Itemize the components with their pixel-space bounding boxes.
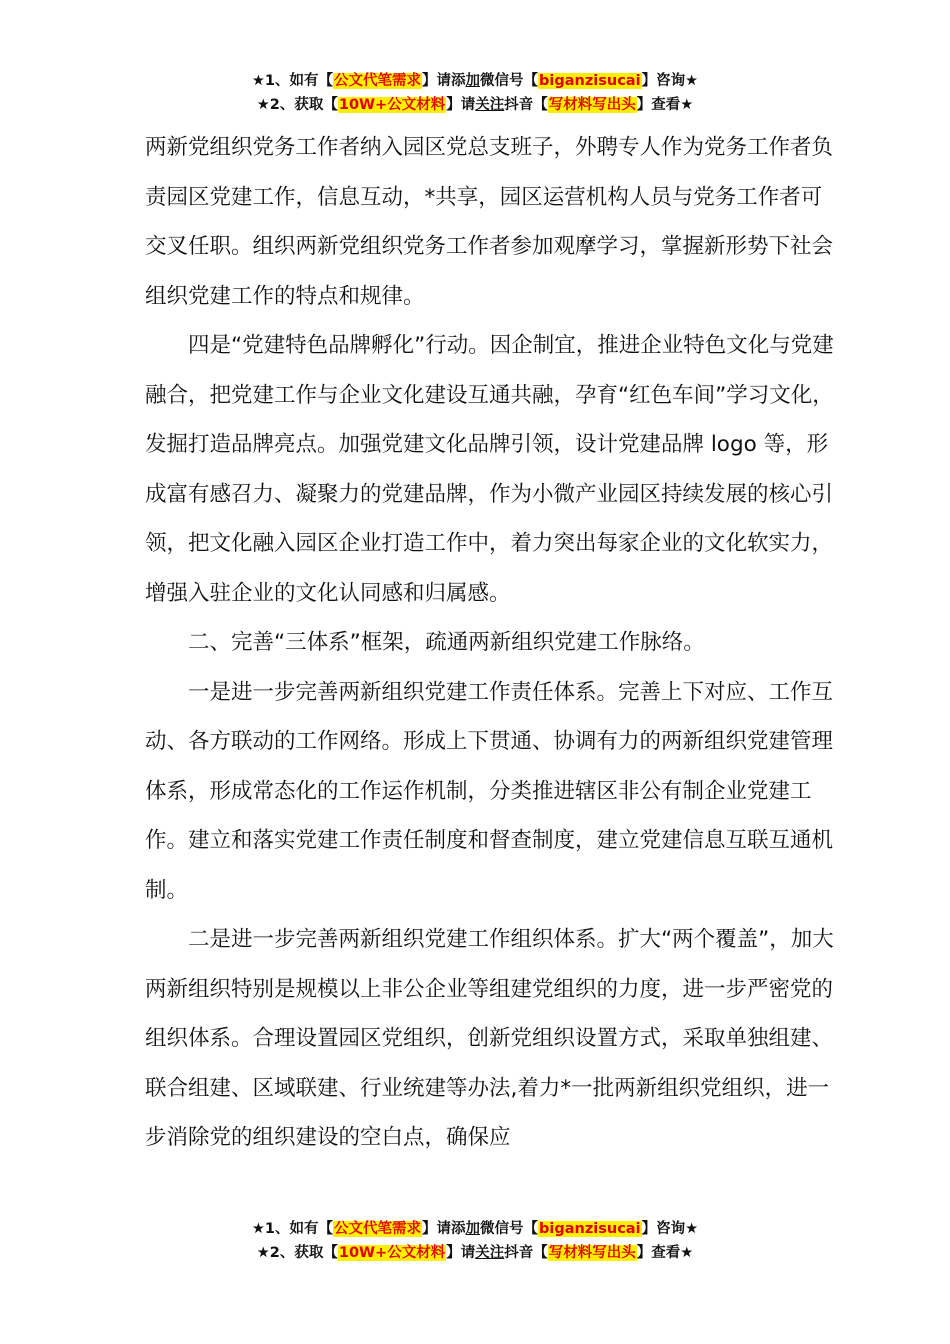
banner-text: 】请添: [422, 1221, 466, 1237]
banner-text: ★2、获取【: [256, 97, 338, 113]
highlight-wechat-id: biganzisucai: [539, 1221, 641, 1237]
footer-banner: [0, 1218, 950, 1266]
section-heading: 二、完善“三体系”框架，疏通两新组织党建工作脉络。: [188, 630, 705, 655]
highlight-douyin-account: 写材料写出头: [548, 97, 636, 113]
highlight-materials: 10W+公文材料: [338, 97, 446, 113]
banner-text: 】查看★: [636, 1245, 694, 1261]
banner-emphasis: 加: [465, 73, 481, 89]
banner-line-2: [0, 94, 950, 118]
banner-line-1: [0, 70, 950, 94]
paragraph-organization-system: 二是进一步完善两新组织党建工作组织体系。扩大“两个覆盖”，加大两新组织特别是规模以上非公企业等组建党组织的力度，进一步严密党的组织体系。合理设置园区党组织，创新党组织设置方式，采取单独组建、联合组建、区域联建、行业统建等办法,着力*一批两新组织党组织，进一步消除党的组织建设的空白点，确保应: [145, 927, 834, 1150]
banner-text: 】请: [446, 97, 476, 113]
highlight-douyin-account: 写材料写出头: [548, 1245, 636, 1261]
highlight-materials: 10W+公文材料: [338, 1245, 446, 1261]
paragraph-responsibility-system: 一是进一步完善两新组织党建工作责任体系。完善上下对应、工作互动、各方联动的工作网络。形成上下贯通、协调有力的两新组织党建管理体系，形成常态化的工作运作机制，分类推进辖区非公有制企业党建工作。建立和落实党建工作责任制度和督查制度，建立党建信息互联互通机制。: [145, 679, 834, 903]
banner-text: 】咨询★: [641, 73, 699, 89]
banner-text: 抖音【: [504, 1245, 548, 1261]
banner-emphasis: 加: [465, 1221, 481, 1237]
banner-text: 】咨询★: [641, 1221, 699, 1237]
header-banner: [0, 70, 950, 118]
banner-line-1: [0, 1218, 950, 1242]
banner-emphasis: 关注: [475, 97, 505, 113]
banner-text: 抖音【: [504, 97, 548, 113]
banner-text: 】查看★: [636, 97, 694, 113]
banner-text: 微信号【: [480, 73, 539, 89]
banner-text: 】请添: [422, 73, 466, 89]
highlight-service: 公文代笔需求: [334, 1221, 422, 1237]
banner-text: ★2、获取【: [256, 1245, 338, 1261]
document-body: [145, 123, 835, 1163]
banner-text: ★1、如有【: [251, 73, 334, 89]
paragraph-brand-incubation: 四是“党建特色品牌孵化”行动。因企制宜，推进企业特色文化与党建融合，把党建工作与企业文化建设互通共融，孕育“红色车间”学习文化，发掘打造品牌亮点。加强党建文化品牌引领，设计党建品牌 logo 等，形成富有感召力、凝聚力的党建品牌，作为小微产业园区持续发展的核心引领，把文化融入园区企业打造工作中，着力突出每家企业的文化软实力，增强入驻企业的文化认同感和归属感。: [145, 333, 834, 606]
banner-text: 微信号【: [480, 1221, 539, 1237]
banner-text: ★1、如有【: [251, 1221, 334, 1237]
paragraph-continuation: 两新党组织党务工作者纳入园区党总支班子，外聘专人作为党务工作者负责园区党建工作，信息互动，*共享，园区运营机构人员与党务工作者可交叉任职。组织两新党组织党务工作者参加观摩学习，掌握新形势下社会组织党建工作的特点和规律。: [145, 135, 834, 309]
banner-emphasis: 关注: [475, 1245, 505, 1261]
highlight-wechat-id: biganzisucai: [539, 73, 641, 89]
highlight-service: 公文代笔需求: [334, 73, 422, 89]
banner-text: 】请: [446, 1245, 476, 1261]
banner-line-2: [0, 1242, 950, 1266]
